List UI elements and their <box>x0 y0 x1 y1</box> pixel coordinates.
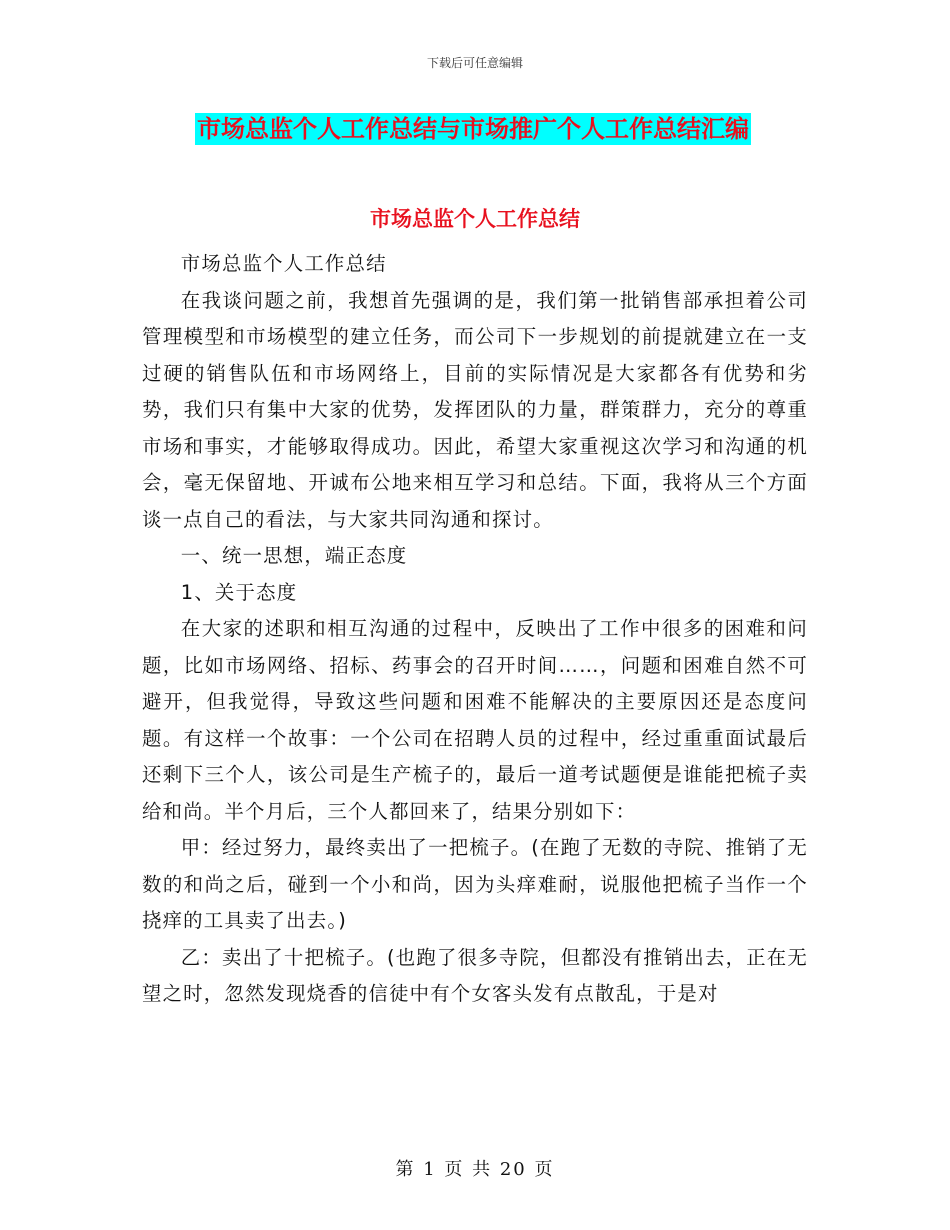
paragraph-intro: 在我谈问题之前，我想首先强调的是，我们第一批销售部承担着公司管理模型和市场模型的建立任务，而公司下一步规划的前提就建立在一支过硬的销售队伍和市场网络上，目前的实际情况是大家都各有优势和劣势，我们只有集中大家的优势，发挥团队的力量，群策群力，充分的尊重市场和事实，才能够取得成功。因此，希望大家重视这次学习和沟通的机会，毫无保留地、开诚布公地来相互学习和总结。下面，我将从三个方面谈一点自己的看法，与大家共同沟通和探讨。 <box>142 288 808 531</box>
paragraph-doc-heading: 市场总监个人工作总结 <box>180 252 387 275</box>
subsection-heading-1-1: 1、关于态度 <box>180 580 298 604</box>
sub-title: 市场总监个人工作总结 <box>370 207 580 231</box>
section-heading-1: 一、统一思想，端正态度 <box>180 544 408 567</box>
paragraph-candidate-a: 甲：经过努力，最终卖出了一把梳子。(在跑了无数的寺院、推销了无数的和尚之后，碰到一个小和尚，因为头痒难耐，说服他把梳子当作一个挠痒的工具卖了出去。) <box>142 836 808 932</box>
main-title: 市场总监个人工作总结与市场推广个人工作总结汇编 <box>197 115 749 143</box>
paragraph-candidate-b: 乙：卖出了十把梳子。(也跑了很多寺院，但都没有推销出去，正在无望之时，忽然发现烧香的信徒中有个女客头发有点散乱，于是对 <box>142 945 808 1005</box>
body-text <box>142 246 808 1013</box>
header-note: 下载后可任意编辑 <box>426 56 523 70</box>
page-number: 第 1 页 共 20 页 <box>395 1159 555 1180</box>
paragraph-attitude: 在大家的述职和相互沟通的过程中，反映出了工作中很多的困难和问题，比如市场网络、招标、药事会的召开时间……，问题和困难自然不可避开，但我觉得，导致这些问题和困难不能解决的主要原因还是态度问题。有这样一个故事：一个公司在招聘人员的过程中，经过重重面试最后还剩下三个人，该公司是生产梳子的，最后一道考试题便是谁能把梳子卖给和尚。半个月后，三个人都回来了，结果分别如下： <box>142 617 808 823</box>
